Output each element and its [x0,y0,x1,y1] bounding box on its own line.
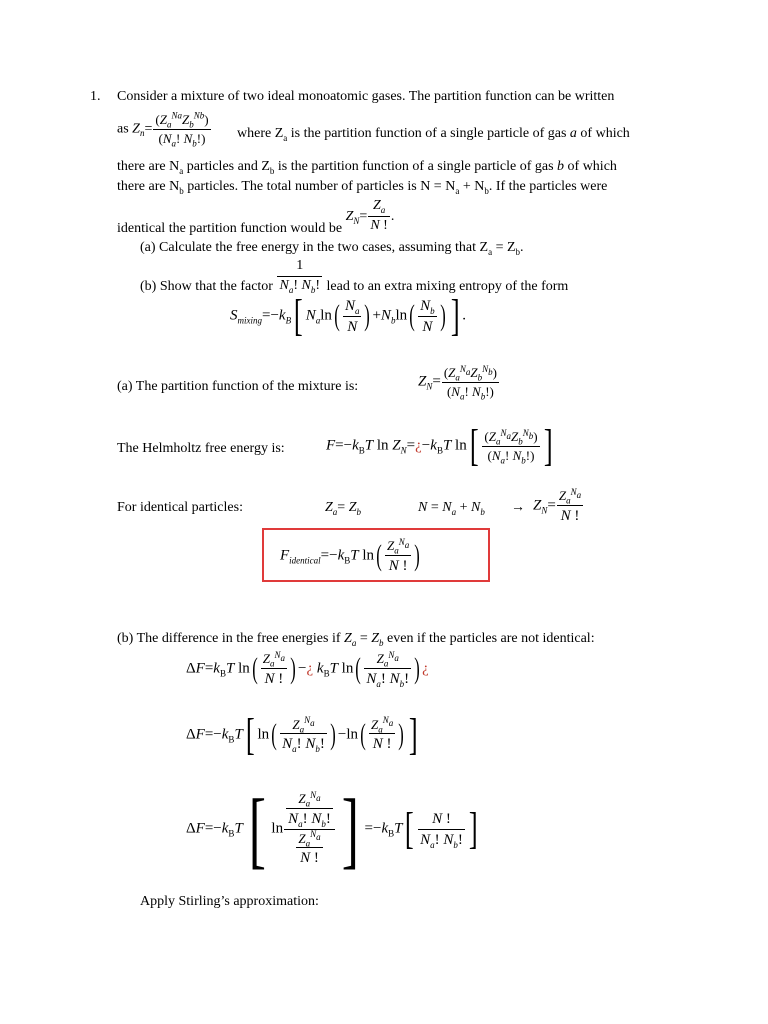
identical-condition-z: $Z_a= Z_b$ [325,500,361,517]
stirling-text: Apply Stirling’s approximation: [140,894,319,909]
delta-f-step-2: $\Delta F=-k_BT$[ ln( $\frac{Z_a^{N_a}}{N_a! N_b!}$ ) −ln( $\frac{Z_a^{N_a}}{N !}$ ) ] [186,710,419,759]
problem-line-2: as $Z_n=$ $\frac{(Z_a^{Na}Z_b^{Nb})}{(N_a! N_b!)}$ [117,110,209,149]
helmholtz-label: The Helmholtz free energy is: [117,441,285,456]
arrow-icon: → [511,500,525,515]
problem-part-b: (b) Show that the factor $\frac{1}{N_a! N_b!}$ lead to an extra mixing entropy of the form [140,258,569,295]
problem-line-4: there are $N_b$ particles. The total number of particles is $N = N_a + N_b$. If the particles were [117,179,608,196]
problem-part-a: (a) Calculate the free energy in the two cases, assuming that $Z_a = Z_b$. [140,240,524,257]
mixture-partition-function: $Z_N=$ $\frac{(Z_a^{N_a}Z_b^{N_b})}{(N_a! N_b!)}$ [418,363,498,402]
problem-line-2b: where $Z_a$ is the partition function of a single particle of gas a of which [237,126,630,143]
delta-f-step-1: $\Delta F=k_BT$ ln( $\frac{Z_a^{N_a}}{N !}$ ) −¿ $k_BT$ ln( $\frac{Z_a^{N_a}}{N_a! N_b!}$ ) ¿ [186,649,429,689]
mixing-entropy-formula: $S_{mixing}=-k_B$[ $N_a\ln$( $\frac{N_a}{N}$ ) $+N_b\ln$( $\frac{N_b}{N}$ ) ] . [230,291,467,340]
problem-number: 1. [90,89,101,104]
problem-line-1: Consider a mixture of two ideal monoatomic gases. The partition function can be written [117,89,615,104]
helmholtz-formula: $F=-k_BT$ $\ln Z_N=¿-k_BT$ ln[ $\frac{(Z_a^{N_a}Z_b^{N_b})}{(N_a! N_b!)}$ ] [326,421,553,470]
identical-partition-function: $Z_N=$ $\frac{Z_a^{N_a}}{N !}$ [533,486,582,524]
identical-condition-n: $N = N_a + N_b$ [418,500,485,517]
identical-label: For identical particles: [117,500,243,515]
problem-line-3: there are $N_a$ particles and $Z_b$ is the partition function of a single particle of gas b of which [117,159,617,176]
solution-b-label: (b) The difference in the free energies if $Z_a = Z_b$ even if the particles are not identical: [117,631,595,648]
delta-f-step-3: $\Delta F=-k_BT$[ ln $\frac{\frac{Z_a^{N_a}}{N_a! N_b!}}{\frac{Z_a^{N_a}}{N !}}$ ] $=-k_BT$[ $\frac{N !}{N_a! N_b!}$ ] [186,781,478,877]
solution-a-label: (a) The partition function of the mixture is: [117,379,359,394]
identical-free-energy-formula: $F_{identical}=-k_BT$ ln( $\frac{Z_a^{N_a}}{N !}$ ) [280,536,421,574]
problem-line-5: identical the partition function would be $Z_N=$ $\frac{Z_a}{N !}$ . [117,198,395,236]
